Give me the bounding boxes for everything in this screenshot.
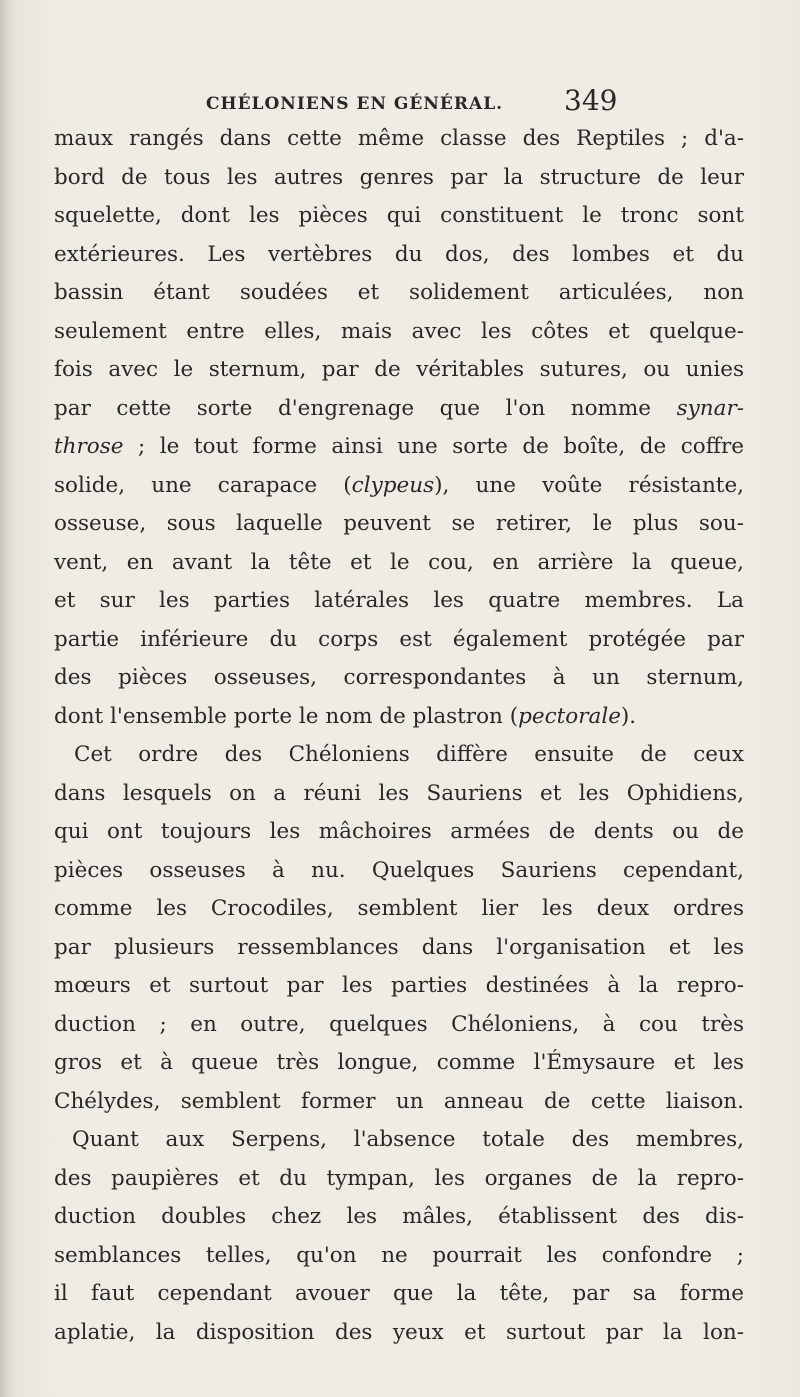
text-line-synarthrose [54, 390, 744, 429]
text-line: pièces osseuses à nu. Quelques Sauriens cependant, [54, 857, 744, 883]
text-fragment: par cette sorte d'engrenage que l'on nomme [54, 395, 652, 421]
paragraph-start-line: Cet ordre des Chéloniens diffère ensuite de ceux [74, 742, 744, 767]
text-line: duction ; en outre, quelques Chéloniens, à cou très [54, 1011, 744, 1037]
text-line: par plusieurs ressemblances dans l'organisation et les [54, 934, 744, 960]
text-line-pectorale [54, 698, 744, 737]
page-number: 349 [564, 84, 618, 117]
italic-term-clypeus: clypeus [351, 472, 435, 498]
text-line: maux rangés dans cette même classe des Reptiles ; d'a- [54, 126, 744, 151]
running-head: CHÉLONIENS EN GÉNÉRAL. [206, 94, 504, 114]
text-line: semblances telles, qu'on ne pourrait les confondre ; [54, 1242, 744, 1268]
text-line: mœurs et surtout par les parties destinées à la repro- [54, 973, 744, 998]
text-line: des paupières et du tympan, les organes de la repro- [54, 1165, 744, 1191]
text-line: fois avec le sternum, par de véritables sutures, ou unies [54, 357, 744, 382]
text-line: bassin étant soudées et solidement articulées, non [54, 280, 744, 305]
text-fragment: ; le tout forme ainsi une sorte de boîte, de coffre [138, 434, 744, 459]
text-line: partie inférieure du corps est également protégée par [54, 626, 744, 652]
text-line: dans lesquels on a réuni les Sauriens et les Ophidiens, [54, 780, 744, 806]
text-line: osseuse, sous laquelle peuvent se retirer, le plus sou- [54, 511, 744, 536]
text-line: et sur les parties latérales les quatre membres. La [54, 588, 744, 613]
text-line-clypeus [54, 467, 744, 506]
text-fragment: ). [620, 703, 637, 729]
body-text [54, 120, 744, 1352]
text-line: bord de tous les autres genres par la structure de leur [54, 164, 744, 190]
page-header [0, 84, 800, 124]
text-fragment: ), une voûte résistante, [434, 472, 744, 498]
page-binding-edge [0, 0, 14, 1397]
text-line: il faut cependant avouer que la tête, par sa forme [54, 1281, 744, 1306]
text-fragment: solide, une carapace ( [54, 472, 352, 498]
text-line: aplatie, la disposition des yeux et surtout par la lon- [54, 1319, 744, 1345]
text-line: extérieures. Les vertèbres du dos, des lombes et du [54, 241, 744, 267]
text-line: gros et à queue très longue, comme l'Émysaure et les [54, 1050, 744, 1075]
text-line: qui ont toujours les mâchoires armées de dents ou de [54, 819, 744, 844]
text-line: duction doubles chez les mâles, établissent des dis- [54, 1204, 744, 1229]
text-fragment: dont l'ensemble porte le nom de plastron ( [54, 703, 519, 729]
italic-term-throse: throse [54, 434, 124, 459]
text-line: squelette, dont les pièces qui constituent le tronc sont [54, 203, 744, 228]
text-line: Chélydes, semblent former un anneau de cette liaison. [54, 1088, 744, 1114]
italic-term-pectorale: pectorale [518, 703, 621, 729]
text-line: seulement entre elles, mais avec les côtes et quelque- [54, 318, 744, 344]
text-line: vent, en avant la tête et le cou, en arrière la queue, [54, 549, 744, 575]
text-line-throse [54, 428, 744, 467]
text-line: comme les Crocodiles, semblent lier les deux ordres [54, 896, 744, 921]
paragraph-start-line: Quant aux Serpens, l'absence totale des membres, [72, 1127, 744, 1152]
text-line: des pièces osseuses, correspondantes à un sternum, [54, 665, 744, 690]
italic-term-synar: synar- [676, 395, 744, 421]
